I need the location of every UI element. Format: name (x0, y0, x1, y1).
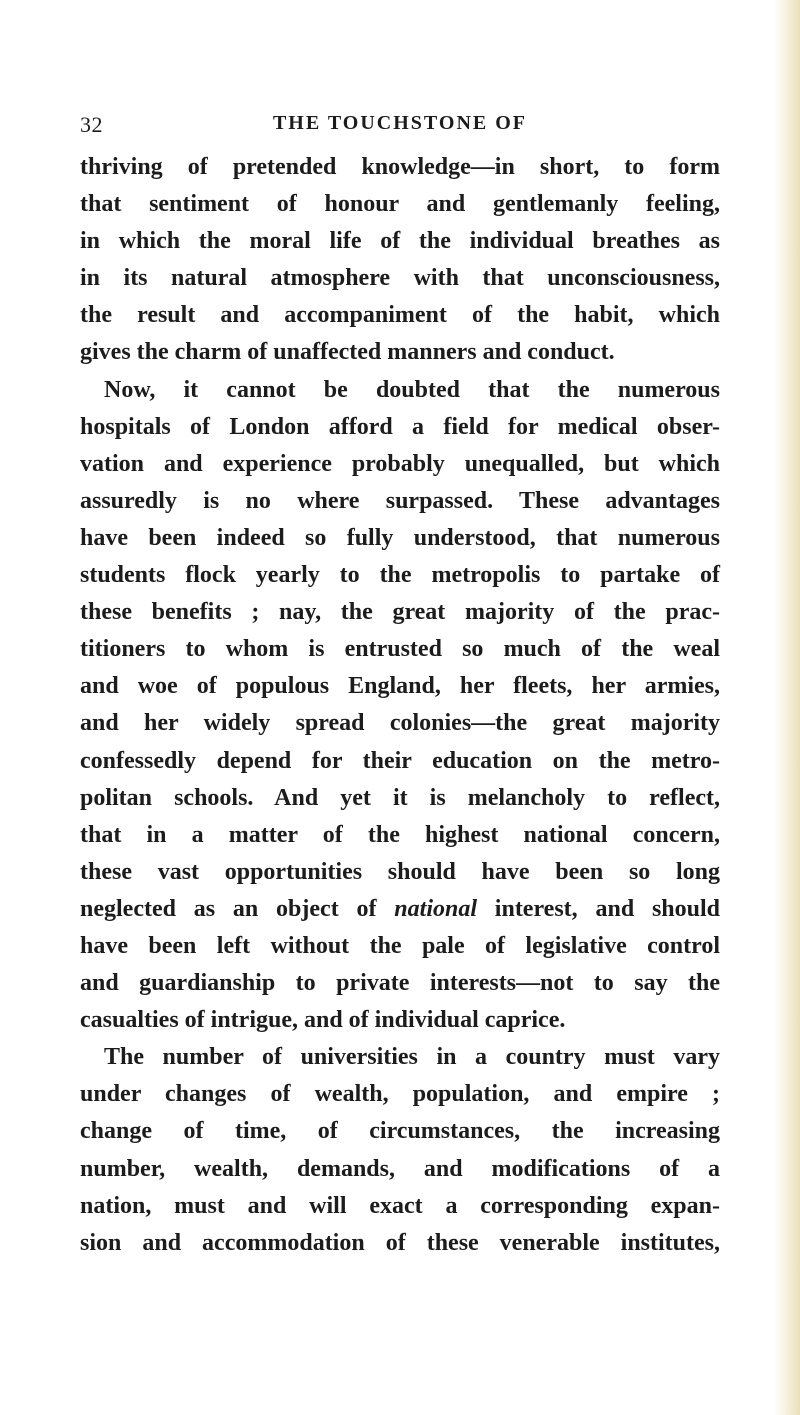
text-line: thriving of pretended knowledge—in short, to form (80, 154, 720, 180)
text-segment: interest, and should (477, 895, 721, 922)
text-line: confessedly depend for their education on the metro- (80, 747, 720, 774)
text-line: vation and experience probably unequalled, but which (80, 450, 720, 477)
text-line: have been left without the pale of legislative control (80, 932, 720, 959)
text-line: and woe of populous England, her fleets, her armies, (80, 673, 720, 700)
text-line: titioners to whom is entrusted so much of the weal (80, 636, 720, 663)
page-number: 32 (80, 112, 103, 137)
text-line: sion and accommodation of these venerable institutes, (80, 1229, 720, 1256)
text-line: change of time, of circumstances, the increasing (80, 1118, 720, 1145)
page-edge-shading (774, 0, 800, 1415)
page-header (80, 112, 720, 142)
text-line: under changes of wealth, population, and empire ; (80, 1081, 720, 1108)
text-line: that sentiment of honour and gentlemanly feeling, (80, 191, 720, 218)
text-line: casualties of intrigue, and of individual caprice. (80, 1007, 566, 1034)
emphasized-word: national (394, 895, 477, 922)
text-line: politan schools. And yet it is melancholy to reflect, (80, 784, 720, 811)
text-line: these benefits ; nay, the great majority of the prac- (80, 599, 720, 626)
paragraph-start-line: Now, it cannot be doubted that the numerous (104, 376, 720, 403)
text-line: number, wealth, demands, and modifications of a (80, 1155, 720, 1182)
text-line: the result and accompaniment of the habit, which (80, 302, 720, 329)
text-line: assuredly is no where surpassed. These advantages (80, 487, 720, 514)
text-line: these vast opportunities should have been so long (80, 858, 720, 885)
body-text (80, 149, 720, 1262)
text-line: in which the moral life of the individual breathes as (80, 228, 720, 255)
text-line: hospitals of London afford a field for medical obser- (80, 413, 720, 440)
text-line: that in a matter of the highest national concern, (80, 821, 720, 848)
text-line: and guardianship to private interests—not to say the (80, 970, 720, 997)
paragraph-start-line: The number of universities in a country must vary (104, 1044, 720, 1071)
text-line: in its natural atmosphere with that unconsciousness, (80, 265, 720, 292)
text-line: nation, must and will exact a corresponding expan- (80, 1192, 720, 1219)
text-line: students flock yearly to the metropolis to partake of (80, 562, 720, 589)
text-line: gives the charm of unaffected manners and conduct. (80, 339, 615, 366)
text-line: and her widely spread colonies—the great majority (80, 710, 720, 737)
running-head: THE TOUCHSTONE OF (272, 112, 528, 134)
text-line-with-emphasis (80, 891, 720, 928)
text-segment: neglected as an object of (80, 895, 395, 922)
text-line: have been indeed so fully understood, that numerous (80, 524, 720, 551)
